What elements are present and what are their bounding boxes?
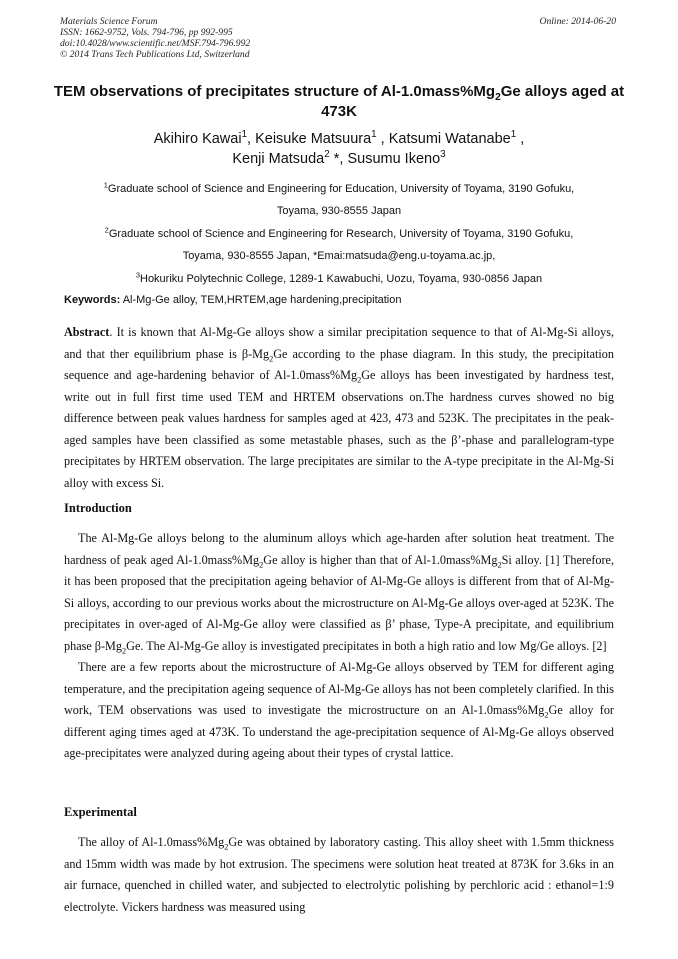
- author-name: Akihiro Kawai: [153, 131, 242, 147]
- experimental-text: [64, 832, 614, 918]
- paragraph: The Al-Mg-Ge alloys belong to the aluminum alloys which age-harden after solution heat treatment. The hardness of peak aged $Al-1.0mass\%Mg_2Ge$ alloy is higher than that of $Al-1.0mass\%Mg_2Si$ alloy. [1] Therefore, it has been proposed that the precipitation ageing behavior of Al-Mg-Ge alloys is different from that of Al-Mg-Si alloys, according to our previous works about the microstructure on Al-Mg-Ge alloys over-aged at 523K. The precipitates in over-aged of Al-Mg-Ge alloy were classified as β’ phase, Type-A precipitate, and equilibrium phase $\beta-Mg_2Ge$. The Al-Mg-Ge alloy is investigated precipitates in both a high ratio and low Mg/Ge alloys. [2]: [64, 531, 614, 655]
- author-name: Kenji Matsuda: [232, 151, 325, 167]
- affiliation-1: $^1$Graduate school of Science and Engineering for Education, University of Toyama, 3190 Gofuku, Toyama, 930-8555 Japan: [103, 180, 575, 218]
- journal-name: Materials Science Forum: [60, 16, 158, 27]
- author-name: , Keisuke Matsuura: [247, 131, 372, 147]
- doi-line: doi:10.4028/www.scientific.net/MSF.794-796.992: [60, 38, 251, 49]
- affiliation-2: $^2$Graduate school of Science and Engineering for Research, University of Toyama, 3190 Gofuku, Toyama, 930-8555 Japan, *Emai:matsuda@eng.u-toyama.ac.jp,: [104, 225, 574, 263]
- author-name: *, Susumu Ikeno: [329, 151, 441, 167]
- abstract-label: Abstract: [64, 325, 110, 339]
- paragraph: There are a few reports about the microstructure of Al-Mg-Ge alloys observed by TEM for different aging temperature, and the precipitation ageing sequence of Al-Mg-Ge alloys has not been completely clarified. In this work, TEM observations was used to investigate the microstructure on an $Al-1.0mass\%Mg_2Ge$ alloy for different aging times aged at 473K. To understand the age-precipitation sequence of Al-Mg-Ge alloys observed age-precipitates were analyzed during ageing about their types of crystal lattice.: [64, 660, 614, 760]
- author-list: Akihiro Kawai$^1$, Keisuke Matsuura$^1$ , Katsumi Watanabe$^1$ , Kenji Matsuda$^2$ *, Susumu Ikeno$^3$: [153, 129, 525, 167]
- issn-line: ISSN: 1662-9752, Vols. 794-796, pp 992-995: [60, 27, 233, 38]
- abstract: Abstract. It is known that Al-Mg-Ge alloys show a similar precipitation sequence to that of Al-Mg-Si alloys, and that ther equilibrium phase is $\beta-Mg_2Ge$ according to the phase diagram. In this study, the precipitation sequence and age-hardening behavior of $Al-1.0mass\%Mg_2Ge$ alloys has been investigated by hardness test, write out in full first time used TEM and HRTEM observations on.The hardness curves showed no big difference between peak values hardness for samples aged at 423, 473 and 523K. The precipitates in the peak-aged samples have been classified as some metastable phases, such as the β’-phase and parallelogram-type precipitates by HRTEM observation. The large precipitates are similar to the A-type precipitate in the Al-Mg-Si alloy with excess Si.: [64, 325, 614, 490]
- introduction-text: [64, 528, 614, 765]
- keywords: Keywords: Al-Mg-Ge alloy, TEM,HRTEM,age hardening,precipitation: [64, 294, 402, 306]
- online-date: Online: 2014-06-20: [539, 16, 616, 27]
- paper-title: TEM observations of precipitates structure of $Al-1.0mass\%Mg_2Ge$ alloys aged at 473K: [53, 83, 625, 120]
- author-name: , Katsumi Watanabe: [376, 131, 511, 147]
- affiliation-3: $^3$Hokuriku Polytechnic College, 1289-1 Kawabuchi, Uozu, Toyama, 930-0856 Japan: [135, 269, 543, 285]
- journal-header: [60, 16, 616, 60]
- affiliations: [50, 178, 628, 290]
- section-heading-experimental: Experimental: [64, 805, 137, 819]
- section-heading-introduction: Introduction: [64, 501, 132, 515]
- copyright-line: © 2014 Trans Tech Publications Ltd, Switzerland: [60, 49, 250, 60]
- paragraph: The alloy of $Al-1.0mass\%Mg_2Ge$ was obtained by laboratory casting. This alloy sheet with 1.5mm thickness and 15mm width was made by hot extrusion. The specimens were solution heat treated at 873K for 3.6ks in an air furnace, quenched in chilled water, and subjected to electrolytic polishing by perchloric acid : ethanol=1:9 electrolyte. Vickers hardness was measured using: [64, 835, 615, 914]
